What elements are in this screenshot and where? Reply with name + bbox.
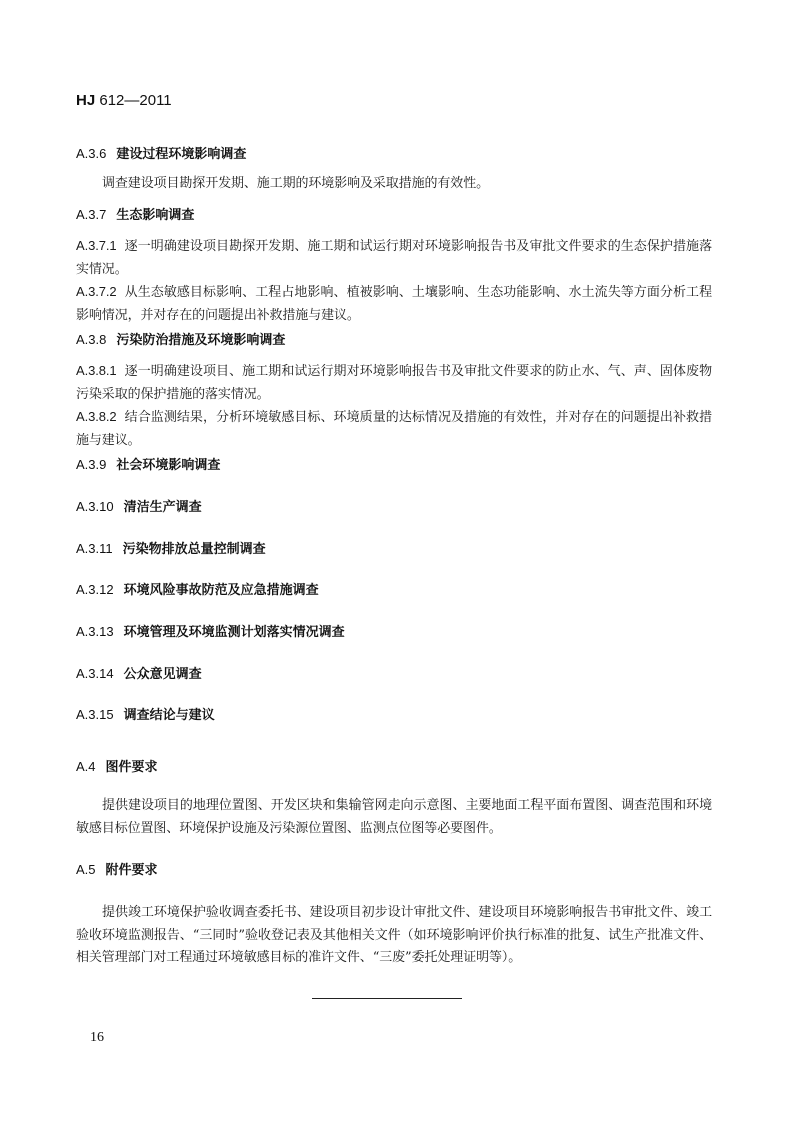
- section-a5: [76, 860, 712, 881]
- clause-text: 从生态敏感目标影响、工程占地影响、植被影响、土壤影响、生态功能影响、水土流失等方面分析工程影响情况，并对存在的问题提出补救措施与建议。: [76, 285, 712, 323]
- paragraph: 调查建设项目勘探开发期、施工期的环境影响及采取措施的有效性。: [102, 176, 490, 191]
- page-number: 16: [90, 1030, 104, 1045]
- clause-number: A.3.8.1: [76, 363, 117, 378]
- paragraph: 提供建设项目的地理位置图、开发区块和集输管网走向示意图、主要地面工程平面布置图、调查范围和环境敏感目标位置图、环境保护设施及污染源位置图、监测点位图等必要图件。: [76, 798, 712, 836]
- standard-number: 612—2011: [99, 92, 172, 109]
- clause-a381: [76, 360, 712, 406]
- section-number: A.3.9: [76, 457, 107, 472]
- section-a315: [76, 705, 712, 726]
- section-a4: [76, 757, 712, 778]
- section-a5-body: [76, 902, 712, 970]
- section-number: A.3.6: [76, 146, 107, 161]
- section-number: A.3.7: [76, 207, 107, 222]
- section-a310: [76, 497, 712, 518]
- section-a38: [76, 330, 712, 351]
- section-title: 社会环境影响调查: [116, 458, 221, 473]
- section-a38-body: [76, 360, 712, 452]
- section-a313: [76, 622, 712, 643]
- section-title: 调查结论与建议: [123, 708, 215, 723]
- section-title: 清洁生产调查: [123, 500, 202, 515]
- section-a37: [76, 205, 712, 226]
- section-title: 环境风险事故防范及应急措施调查: [123, 583, 319, 598]
- section-title: 环境管理及环境监测计划落实情况调查: [123, 625, 345, 640]
- section-a311: [76, 539, 712, 560]
- section-title: 公众意见调查: [123, 667, 202, 682]
- section-number: A.5: [76, 862, 96, 877]
- section-a314: [76, 664, 712, 685]
- clause-text: 逐一明确建设项目勘探开发期、施工期和试运行期对环境影响报告书及审批文件要求的生态保护措施落实情况。: [76, 239, 712, 277]
- clause-text: 结合监测结果，分析环境敏感目标、环境质量的达标情况及措施的有效性，并对存在的问题提出补救措施与建议。: [76, 410, 712, 448]
- section-title: 图件要求: [105, 760, 158, 775]
- clause-number: A.3.7.2: [76, 284, 117, 299]
- clause-number: A.3.7.1: [76, 238, 117, 253]
- clause-a382: [76, 406, 712, 452]
- clause-a371: [76, 235, 712, 281]
- section-number: A.3.13: [76, 624, 114, 639]
- clause-text: 逐一明确建设项目、施工期和试运行期对环境影响报告书及审批文件要求的防止水、气、声、固体废物污染采取的保护措施的落实情况。: [76, 364, 712, 402]
- paragraph: 提供竣工环境保护验收调查委托书、建设项目初步设计审批文件、建设项目环境影响报告书审批文件、竣工验收环境监测报告、“三同时”验收登记表及其他相关文件（如环境影响评价执行标准的批复、试生产批准文件、相关管理部门对工程通过环境敏感目标的准许文件、“三废”委托处理证明等）。: [76, 905, 712, 965]
- section-heading: [76, 330, 712, 351]
- section-number: A.3.12: [76, 582, 114, 597]
- section-title: 污染物排放总量控制调查: [122, 542, 266, 557]
- section-number: A.3.15: [76, 707, 114, 722]
- section-number: A.3.10: [76, 499, 114, 514]
- section-title: 建设过程环境影响调查: [116, 147, 247, 162]
- section-title: 污染防治措施及环境影响调查: [116, 333, 286, 348]
- clause-number: A.3.8.2: [76, 409, 117, 424]
- document-code: [76, 92, 172, 109]
- section-a36: [76, 144, 712, 165]
- section-heading: [76, 205, 712, 226]
- end-rule: [312, 998, 462, 999]
- section-a39: [76, 455, 712, 476]
- section-a37-body: [76, 235, 712, 327]
- section-a36-body: [76, 173, 712, 196]
- section-title: 附件要求: [105, 863, 158, 878]
- section-number: A.3.8: [76, 332, 107, 347]
- standard-prefix: HJ: [76, 92, 96, 109]
- section-title: 生态影响调查: [116, 208, 195, 223]
- section-a4-body: [76, 795, 712, 840]
- section-heading: [76, 144, 712, 165]
- section-number: A.4: [76, 759, 96, 774]
- section-number: A.3.14: [76, 666, 114, 681]
- clause-a372: [76, 281, 712, 327]
- section-number: A.3.11: [76, 541, 113, 556]
- section-a312: [76, 580, 712, 601]
